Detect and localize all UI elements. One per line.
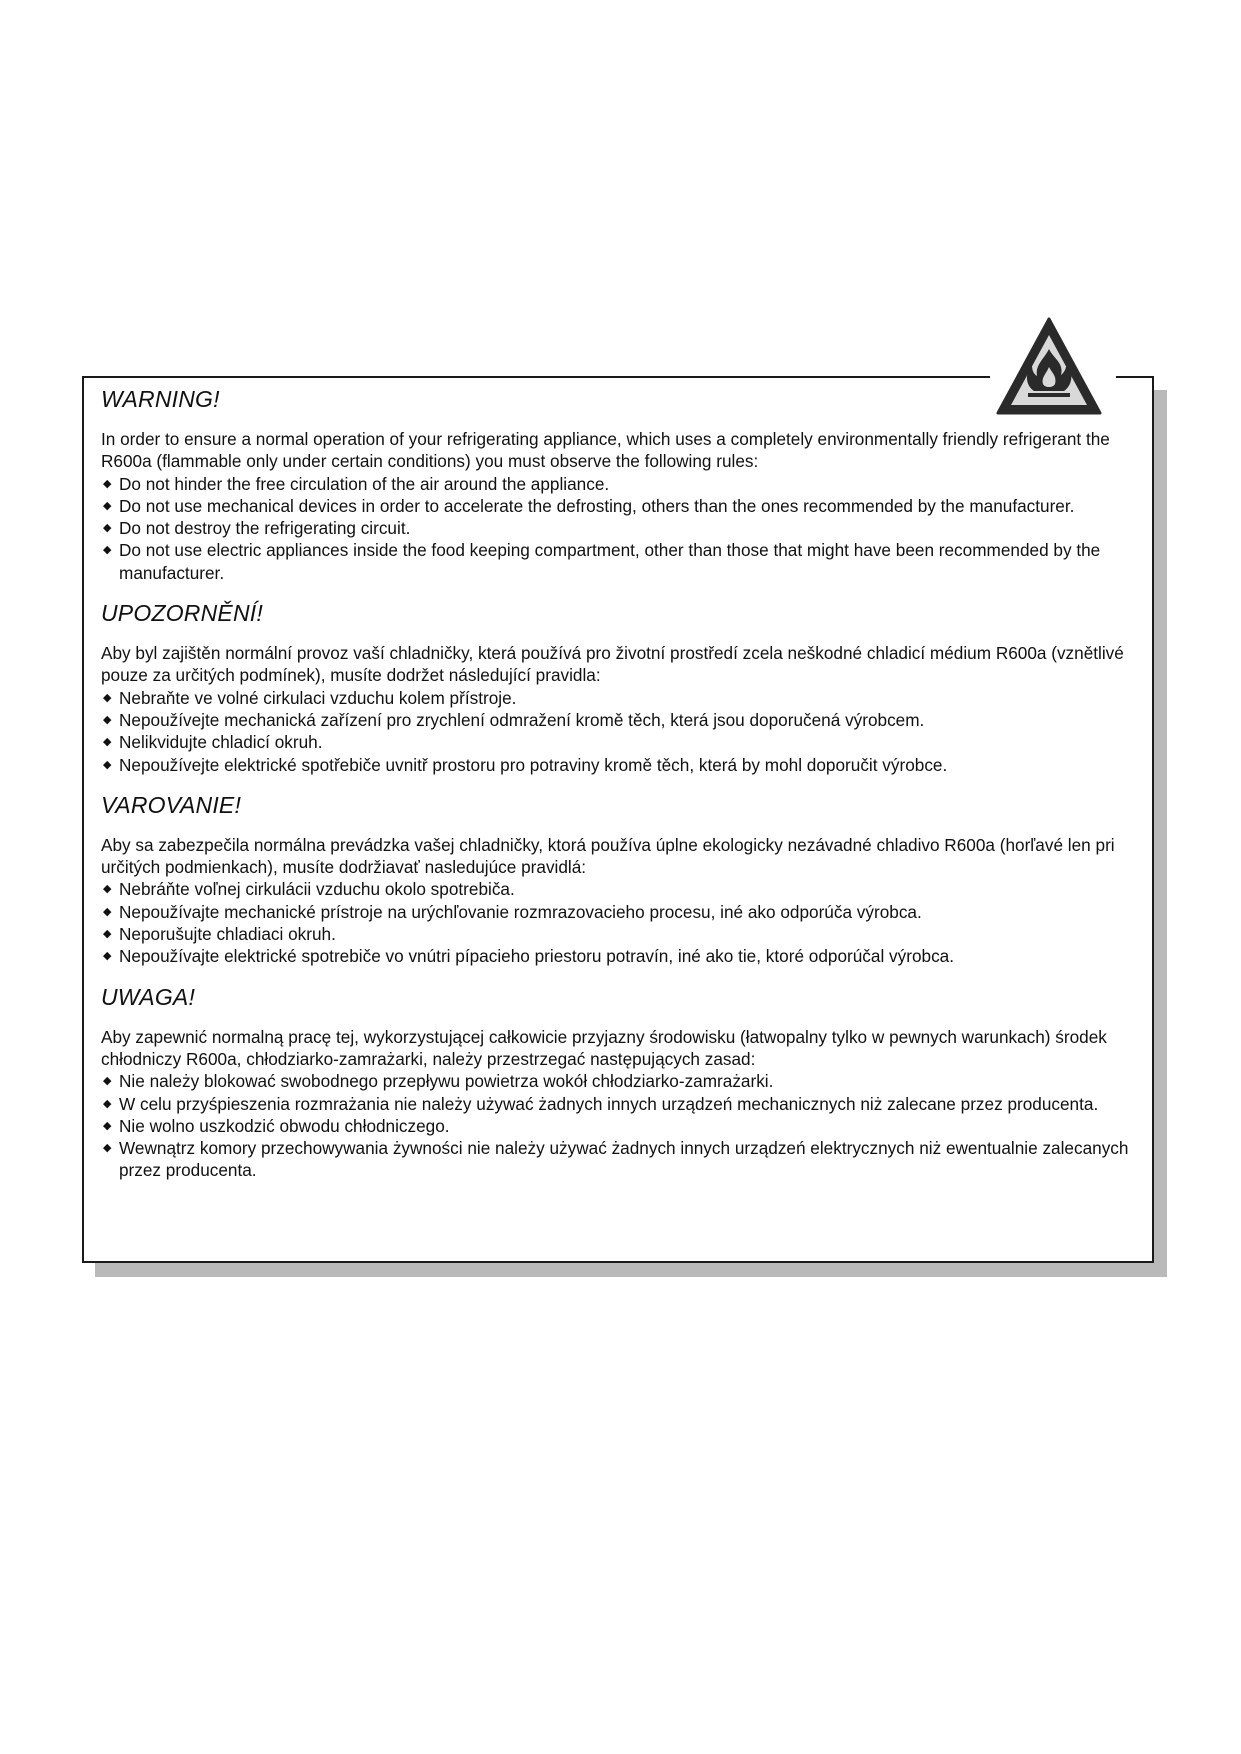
warning-box bbox=[82, 376, 1154, 1263]
section-english bbox=[101, 384, 1134, 584]
list-item: ◆ Neporušujte chladiaci okruh. bbox=[103, 924, 336, 945]
list-item: ◆ Do not use mechanical devices in order to accelerate the defrosting, others than the ones recommended by the manufacturer. bbox=[103, 495, 1075, 516]
section-intro: Aby sa zabezpečila normálna prevádzka vašej chladničky, ktorá používa úplne ekologicky nezávadné chladivo R600a (horľavé len pri určitých podmienkach), musíte dodržiavať nasledujúce pravidlá: bbox=[101, 834, 1115, 878]
section-intro: In order to ensure a normal operation of your refrigerating appliance, which uses a completely environmentally friendly refrigerant the R600a (flammable only under certain conditions) you must observe the following rules: bbox=[101, 429, 1110, 472]
list-item: ◆ Nebráňte voľnej cirkulácii vzduchu okolo spotrebiča. bbox=[103, 879, 515, 900]
diamond-bullet-icon: ◆ bbox=[103, 950, 112, 963]
diamond-bullet-icon: ◆ bbox=[103, 1097, 112, 1110]
section-title: UPOZORNĚNÍ! bbox=[101, 600, 263, 627]
list-item: ◆ Nie wolno uszkodzić obwodu chłodniczego. bbox=[103, 1115, 450, 1136]
flammable-warning-icon bbox=[990, 315, 1116, 419]
diamond-bullet-icon: ◆ bbox=[103, 713, 112, 726]
diamond-bullet-icon: ◆ bbox=[103, 905, 112, 918]
section-intro: Aby zapewnić normalną pracę tej, wykorzystującej całkowicie przyjazny środowisku (łatwopalny tylko w pewnych warunkach) środek chłodniczy R600a, chłodziarko-zamrażarki, należy przestrzegać następujących zasad: bbox=[101, 1026, 1107, 1069]
list-item: ◆ Nepoužívejte elektrické spotřebiče uvnitř prostoru pro potraviny kromě těch, která by mohl doporučit výrobce. bbox=[103, 754, 948, 775]
diamond-bullet-icon: ◆ bbox=[103, 499, 112, 512]
diamond-bullet-icon: ◆ bbox=[103, 883, 112, 896]
list-item: ◆ Nepoužívajte mechanické prístroje na urýchľovanie rozmrazovacieho procesu, iné ako odporúča výrobca. bbox=[103, 901, 922, 922]
diamond-bullet-icon: ◆ bbox=[103, 736, 112, 749]
section-czech bbox=[101, 598, 1134, 776]
section-polish bbox=[101, 982, 1134, 1182]
diamond-bullet-icon: ◆ bbox=[103, 522, 112, 535]
list-item: ◆ Do not hinder the free circulation of the air around the appliance. bbox=[103, 473, 610, 494]
list-item: ◆ Do not destroy the refrigerating circuit. bbox=[103, 518, 411, 539]
diamond-bullet-icon: ◆ bbox=[103, 928, 112, 941]
list-item: ◆ Nebraňte ve volné cirkulaci vzduchu kolem přístroje. bbox=[103, 687, 517, 708]
section-title: VAROVANIE! bbox=[101, 791, 242, 818]
diamond-bullet-icon: ◆ bbox=[103, 1142, 112, 1155]
list-item: ◆ Nelikvidujte chladicí okruh. bbox=[103, 732, 323, 753]
rules-list bbox=[101, 473, 1134, 584]
list-item: ◆ W celu przyśpieszenia rozmrażania nie należy używać żadnych innych urządzeń mechanicznych niż zalecane przez producenta. bbox=[103, 1093, 1099, 1114]
diamond-bullet-icon: ◆ bbox=[103, 477, 112, 490]
rules-list bbox=[101, 878, 1134, 967]
diamond-bullet-icon: ◆ bbox=[103, 544, 112, 557]
diamond-bullet-icon: ◆ bbox=[103, 1075, 112, 1088]
diamond-bullet-icon: ◆ bbox=[103, 758, 112, 771]
rules-list bbox=[101, 1070, 1134, 1181]
section-title: WARNING! bbox=[101, 386, 220, 412]
list-item: ◆ Do not use electric appliances inside the food keeping compartment, other than those that might have been recommended by the manufacturer. bbox=[103, 540, 1101, 583]
section-title: UWAGA! bbox=[101, 983, 196, 1010]
list-item: ◆ Nie należy blokować swobodnego przepływu powietrza wokół chłodziarko-zamrażarki. bbox=[103, 1071, 774, 1092]
rules-list bbox=[101, 687, 1134, 776]
list-item: ◆ Nepoužívejte mechanická zařízení pro zrychlení odmražení kromě těch, která jsou doporučená výrobcem. bbox=[103, 709, 925, 730]
list-item: ◆ Nepoužívajte elektrické spotrebiče vo vnútri pípacieho priestoru potravín, iné ako tie, ktoré odporúčal výrobca. bbox=[103, 946, 954, 967]
diamond-bullet-icon: ◆ bbox=[103, 1119, 112, 1132]
section-intro: Aby byl zajištěn normální provoz vaší chladničky, která používá pro životní prostředí zcela neškodné chladicí médium R600a (vznětlivé pouze za určitých podmínek), musíte dodržet následující pravidla: bbox=[101, 643, 1124, 686]
section-slovak bbox=[101, 790, 1134, 968]
diamond-bullet-icon: ◆ bbox=[103, 691, 112, 704]
list-item: ◆ Wewnątrz komory przechowywania żywności nie należy używać żadnych innych urządzeń elektrycznych niż ewentualnie zalecanych przez producenta. bbox=[103, 1138, 1129, 1181]
